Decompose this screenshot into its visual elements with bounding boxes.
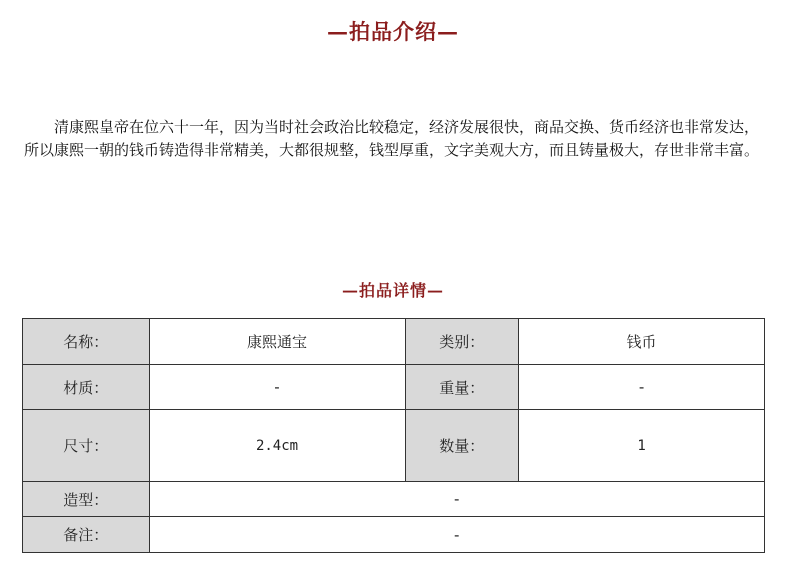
quantity-value: 1 <box>519 410 765 482</box>
weight-label: 重量： <box>405 365 519 410</box>
name-label: 名称： <box>23 319 150 365</box>
quantity-label: 数量： <box>405 410 519 482</box>
table-row <box>23 482 765 517</box>
material-value: - <box>149 365 405 410</box>
shape-value: - <box>149 482 764 517</box>
name-value: 康熙通宝 <box>149 319 405 365</box>
table-row <box>23 517 765 553</box>
intro-section-title: —拍品介绍— <box>327 19 459 44</box>
details-section-title: —拍品详情— <box>341 281 444 300</box>
details-table <box>22 318 765 553</box>
shape-label: 造型： <box>23 482 150 517</box>
weight-value: - <box>519 365 765 410</box>
category-label: 类别： <box>405 319 519 365</box>
intro-paragraph: 清康熙皇帝在位六十一年，因为当时社会政治比较稳定，经济发展很快，商品交换、货币经济也非常发达，所以康熙一朝的钱币铸造得非常精美，大都很规整，钱型厚重，文字美观大方，而且铸量极大，存世非常丰富。 <box>24 118 760 159</box>
remarks-value: - <box>149 517 764 553</box>
table-row <box>23 319 765 365</box>
remarks-label: 备注： <box>23 517 150 553</box>
size-label: 尺寸： <box>23 410 150 482</box>
size-value: 2.4cm <box>149 410 405 482</box>
category-value: 钱币 <box>519 319 765 365</box>
material-label: 材质： <box>23 365 150 410</box>
table-row <box>23 365 765 410</box>
table-row <box>23 410 765 482</box>
